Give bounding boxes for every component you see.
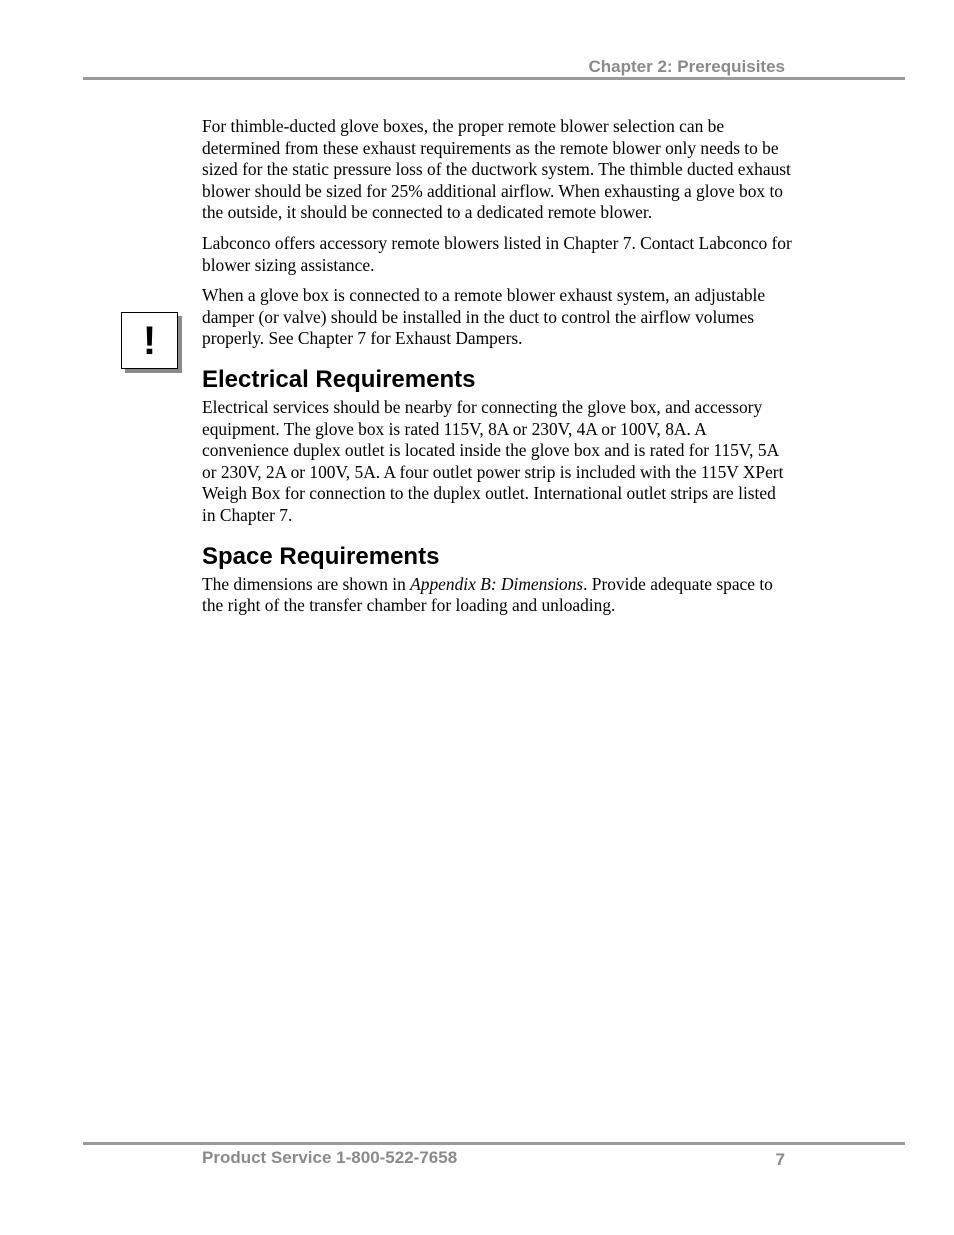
header-rule: [83, 77, 905, 80]
paragraph-remote-blowers: Labconco offers accessory remote blowers listed in Chapter 7. Contact Labconco for blower sizing assistance.: [202, 232, 792, 275]
caution-symbol: !: [142, 318, 157, 363]
footer-rule: [83, 1142, 905, 1145]
paragraph-thimble-ducted: For thimble-ducted glove boxes, the proper remote blower selection can be determined from these exhaust requirements as the remote blower only needs to be sized for the static pressure loss of the ductwork system. The thimble ducted exhaust blower should be sized for 25% additional airflow. When exhausting a glove box to the outside, it should be connected to a dedicated remote blower.: [202, 116, 791, 223]
page-number: 7: [775, 1150, 785, 1169]
paragraph-damper-caution: When a glove box is connected to a remote blower exhaust system, an adjustable damper (or valve) should be installed in the duct to control the airflow volumes properly. See Chapter 7 for Exhaust Dampers.: [202, 285, 766, 349]
space-text-start: The dimensions are shown in: [202, 573, 411, 594]
caution-icon: [121, 312, 178, 369]
heading-electrical-requirements: Electrical Requirements: [202, 365, 476, 393]
footer-product-service: Product Service 1-800-522-7658: [202, 1148, 458, 1167]
space-text-end: . Provide adequate space to the right of the transfer chamber for loading and unloading.: [202, 573, 773, 616]
page-content: [202, 116, 792, 626]
running-header: Chapter 2: Prerequisites: [588, 57, 785, 76]
paragraph-electrical: Electrical services should be nearby for connecting the glove box, and accessory equipment. The glove box is rated 115V, 8A or 230V, 4A or 100V, 8A. A convenience duplex outlet is located inside the glove box and is rated for 115V, 5A or 230V, 2A or 100V, 5A. A four outlet power strip is included with the 115V XPert Weigh Box for connection to the duplex outlet. International outlet strips are listed in Chapter 7.: [202, 396, 784, 525]
appendix-reference: Appendix B: Dimensions: [410, 573, 584, 594]
paragraph-space: [202, 574, 792, 617]
heading-space-requirements: Space Requirements: [202, 542, 440, 570]
